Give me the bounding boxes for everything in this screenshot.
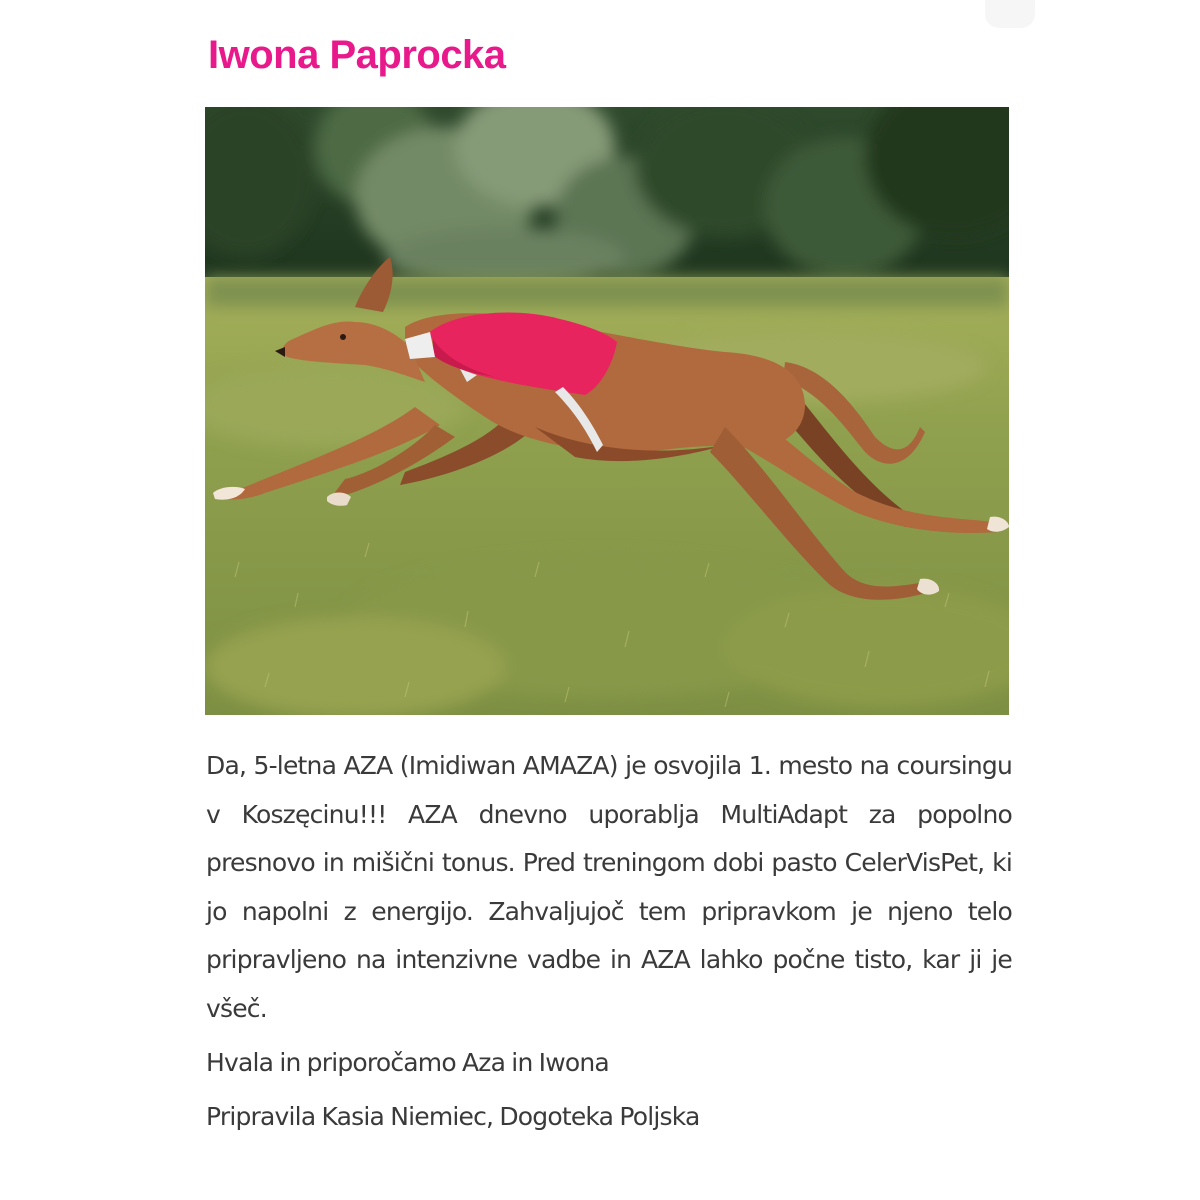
article-body bbox=[206, 742, 1012, 1146]
article-credit-line: Pripravila Kasia Niemiec, Dogoteka Poljska bbox=[206, 1101, 700, 1131]
article-thanks-line: Hvala in priporočamo Aza in Iwona bbox=[206, 1048, 609, 1077]
page-corner-tab bbox=[985, 0, 1035, 28]
article-paragraph: Da, 5-letna AZA (Imidiwan AMAZA) je osvojila 1. mesto na coursingu v Koszęcinu!!! AZA dnevno uporablja MultiAdapt za popolno presnovo in mišični tonus. Pred treningom dobi pasto CelerVisPet, ki jo napolni z energijo. Zahvaljujoč tem pripravkom je njeno telo pripravljeno na intenzivne vadbe in AZA lahko počne tisto, kar ji je všeč. bbox=[206, 751, 1012, 1023]
article-title: Iwona Paprocka bbox=[208, 33, 506, 77]
article-photo bbox=[205, 107, 1009, 715]
dog-photo-illustration bbox=[205, 107, 1009, 715]
